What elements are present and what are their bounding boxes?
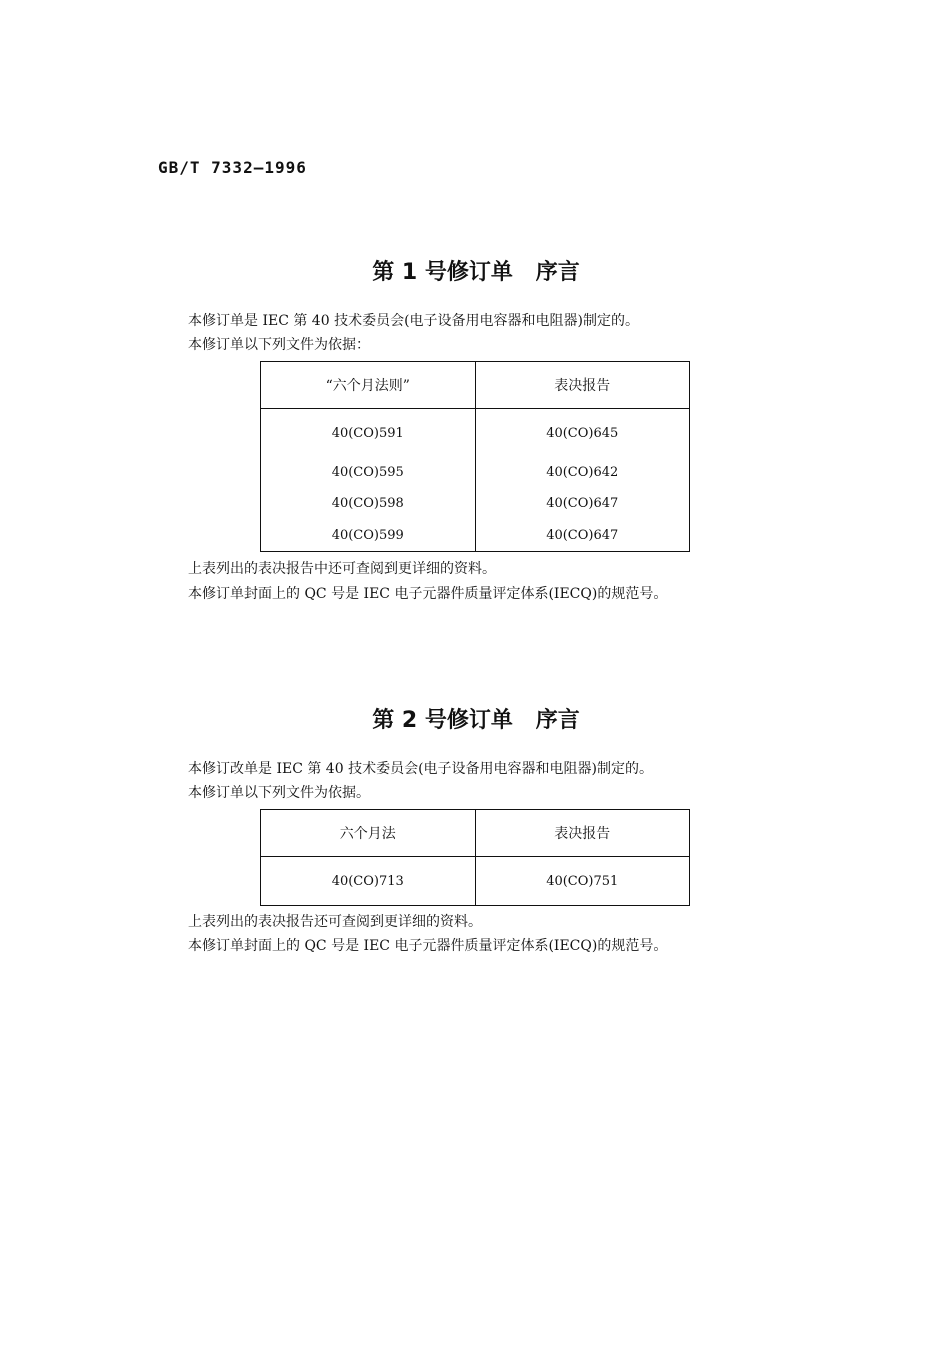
table-cell: 40(CO)647 [475,519,690,552]
amendment-1-title: 第 1 号修订单 序言 [372,260,580,285]
amendment-2-reference-table [260,809,690,906]
header-voting-report: 表决报告 [475,362,690,409]
table-cell: 40(CO)595 [261,457,476,487]
table-cell: 40(CO)598 [261,487,476,519]
amendment-2-note-2: 本修订单封面上的 QC 号是 IEC 电子元器件质量评定体系(IECQ)的规范号。 [188,938,668,954]
table-row [261,857,690,906]
amendment-1-reference-table [260,361,690,552]
standard-code: GB/T 7332—1996 [158,158,307,177]
amendment-2-intro-2: 本修订单以下列文件为依据。 [188,785,370,801]
table-cell: 40(CO)591 [261,409,476,458]
table-cell: 40(CO)642 [475,457,690,487]
table-row [261,487,690,519]
table-cell: 40(CO)713 [261,857,476,906]
header-six-month-rule: “六个月法则” [261,362,476,409]
amendment-1-note-1: 上表列出的表决报告中还可查阅到更详细的资料。 [188,561,496,577]
amendment-2-intro-1: 本修订改单是 IEC 第 40 技术委员会(电子设备用电容器和电阻器)制定的。 [188,761,653,777]
table-row [261,409,690,458]
table-header-row [261,362,690,409]
header-voting-report: 表决报告 [475,810,690,857]
amendment-1-intro-2: 本修订单以下列文件为依据： [188,337,370,353]
table-row [261,457,690,487]
table-header-row [261,810,690,857]
amendment-1-note-2: 本修订单封面上的 QC 号是 IEC 电子元器件质量评定体系(IECQ)的规范号。 [188,586,668,602]
amendment-2-title: 第 2 号修订单 序言 [372,708,580,733]
amendment-2-note-1: 上表列出的表决报告还可查阅到更详细的资料。 [188,914,482,930]
table-cell: 40(CO)645 [475,409,690,458]
table-cell: 40(CO)599 [261,519,476,552]
table-cell: 40(CO)647 [475,487,690,519]
table-row [261,519,690,552]
amendment-1-intro-1: 本修订单是 IEC 第 40 技术委员会(电子设备用电容器和电阻器)制定的。 [188,313,639,329]
table-cell: 40(CO)751 [475,857,690,906]
header-six-month-method: 六个月法 [261,810,476,857]
